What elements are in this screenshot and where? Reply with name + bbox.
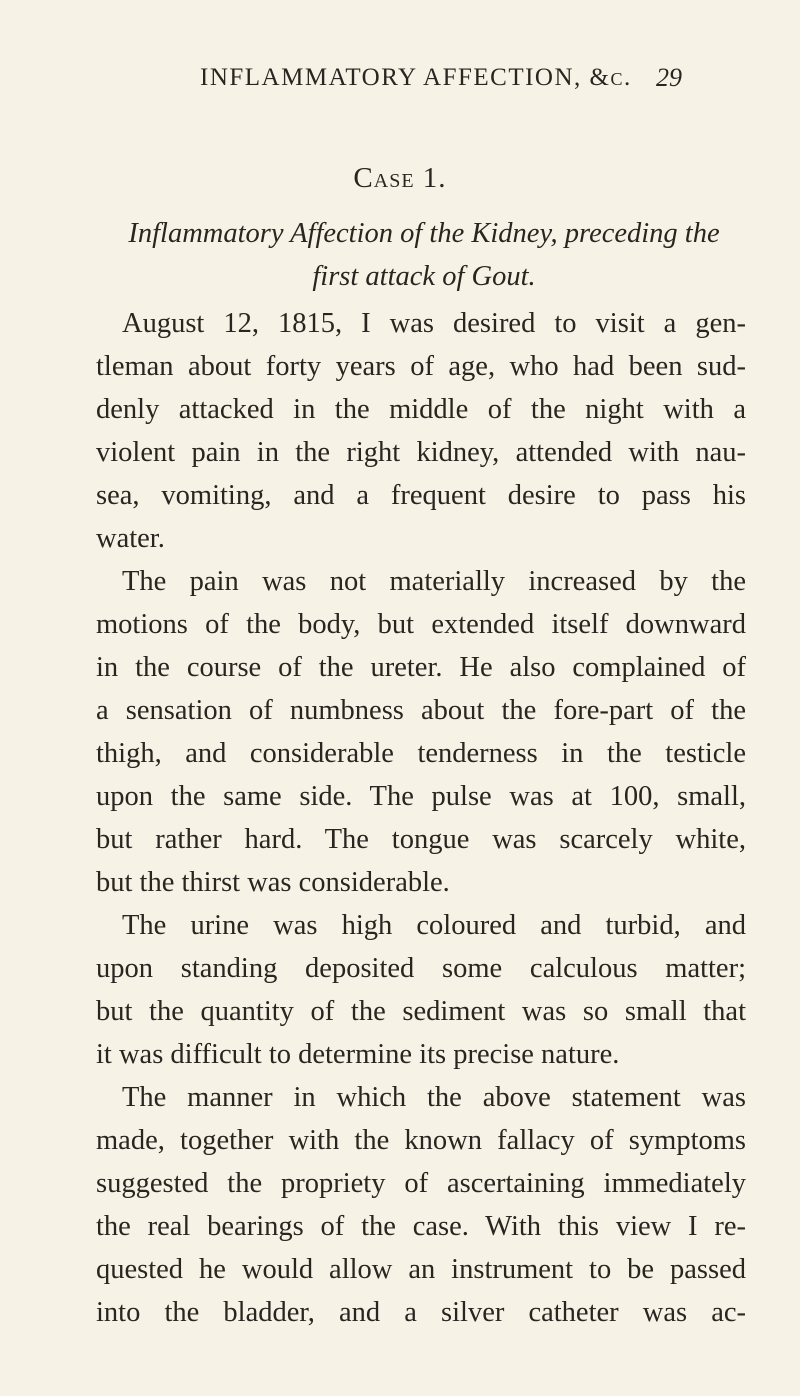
case-heading: Case 1.	[353, 162, 447, 194]
text-line: violent pain in the right kidney, attended with nau-	[96, 437, 746, 468]
text-line: it was difficult to determine its precise nature.	[96, 1039, 620, 1070]
text-line: into the bladder, and a silver catheter was ac-	[96, 1297, 746, 1328]
body-text	[96, 302, 746, 1334]
text-line: The urine was high coloured and turbid, and	[122, 910, 746, 941]
text-line: but the thirst was considerable.	[96, 867, 450, 898]
text-line: thigh, and considerable tenderness in the testicle	[96, 738, 746, 769]
case-subtitle	[100, 212, 748, 298]
text-line: quested he would allow an instrument to be passed	[96, 1254, 746, 1285]
text-line: a sensation of numbness about the fore-part of the	[96, 695, 746, 726]
text-line: The pain was not materially increased by the	[122, 566, 746, 597]
running-title: INFLAMMATORY AFFECTION, &c.	[200, 64, 632, 91]
text-line: motions of the body, but extended itself downward	[96, 609, 746, 640]
text-line: but rather hard. The tongue was scarcely white,	[96, 824, 746, 855]
text-line: sea, vomiting, and a frequent desire to pass his	[96, 480, 746, 511]
running-head	[0, 58, 800, 98]
text-line: the real bearings of the case. With this view I re-	[96, 1211, 746, 1242]
text-line: made, together with the known fallacy of symptoms	[96, 1125, 746, 1156]
text-line: tleman about forty years of age, who had been sud-	[96, 351, 746, 382]
page-number: 29	[656, 63, 682, 92]
text-line: August 12, 1815, I was desired to visit a gen-	[122, 308, 746, 339]
text-line: The manner in which the above statement was	[122, 1082, 746, 1113]
text-line: but the quantity of the sediment was so small that	[96, 996, 746, 1027]
text-line: water.	[96, 523, 165, 554]
text-line: upon the same side. The pulse was at 100, small,	[96, 781, 746, 812]
subtitle-line: first attack of Gout.	[312, 261, 536, 292]
text-line: suggested the propriety of ascertaining immediately	[96, 1168, 746, 1199]
text-line: in the course of the ureter. He also complained of	[96, 652, 746, 683]
text-line: denly attacked in the middle of the night with a	[96, 394, 746, 425]
text-line: upon standing deposited some calculous matter;	[96, 953, 746, 984]
subtitle-line: Inflammatory Affection of the Kidney, preceding the	[128, 218, 720, 249]
